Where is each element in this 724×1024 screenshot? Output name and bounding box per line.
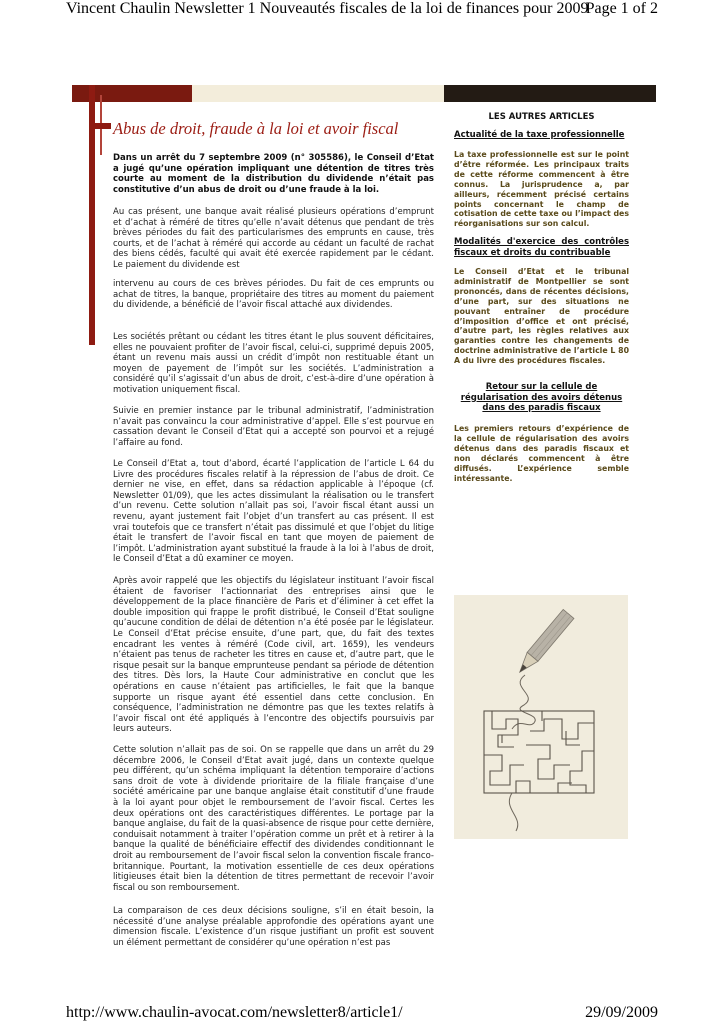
article-paragraph: intervenu au cours de ces brèves périodes. Du fait de ces emprunts ou achat de titres, la banque, propriétaire des titres au moment du paiement du dividende, a bénéficié de l’avoir fiscal attaché aux dividendes. bbox=[113, 279, 434, 311]
article-lead: Dans un arrêt du 7 septembre 2009 (n° 305586), le Conseil d’Etat a jugé qu’une opération impliquant une détention de titres très courte au moment de la distribution du dividende n’était pas constitutive d’un abus de droit ou d’une fraude à la loi. bbox=[113, 153, 434, 195]
header-band-right bbox=[444, 85, 656, 102]
sidebar-article-link[interactable]: Modalités d'exercice des contrôles fiscaux et droits du contribuable bbox=[454, 237, 629, 258]
article-paragraph: Suivie en premier instance par le tribunal administratif, l’administration n’avait pas convaincu la cour administrative d’appel. Elle s’est pourvue en cassation devant le Conseil d’Etat qui a accepté son pourvoi et a rejugé l’affaire au fond. bbox=[113, 406, 434, 448]
page-header-title: Vincent Chaulin Newsletter 1 Nouveautés fiscales de la loi de finances pour 2009 bbox=[66, 0, 589, 17]
page-number: Page 1 of 2 bbox=[585, 0, 658, 17]
footer-url[interactable]: http://www.chaulin-avocat.com/newsletter8/article1/ bbox=[66, 1004, 403, 1021]
article-paragraph: Le Conseil d’Etat a, tout d’abord, écarté l’application de l’article L 64 du Livre des procédures fiscales relatif à la répression de l’abus de droit. Ce dernier ne vise, en effet, dans sa rédaction applicable à l’époque (cf. Newsletter 01/09), que les actes dissimulant la réalisation ou le transfert d’un revenu. Cette solution n’allait pas soi, l’avoir fiscal étant aussi un revenu, ayant justement fait l’objet d’un transfert au cas présent. Il est vrai toutefois que ce transfert n’était pas dissimulé et que l’objet du litige était le transfert de l’avoir fiscal en tant que moyen de paiement de l’impôt. L’administration ayant substitué la fraude à la loi à l’abus de droit, le Conseil d’Etat a dû examiner ce moyen. bbox=[113, 459, 434, 565]
sidebar-article-summary: La taxe professionnelle est sur le point d’être réformée. Les principaux traits de cette réforme commencent à être connus. La jurisprudence a, par ailleurs, récemment précisé certains points concernant le champ de cotisation de cette taxe ou l’impact des réorganisations sur son calcul. bbox=[454, 150, 629, 229]
sidebar-article-summary: Les premiers retours d’expérience de la cellule de régularisation des avoirs détenus dans des paradis fiscaux et non déclarés commencent à être diffusés. L’expérience semble intéressante. bbox=[454, 424, 629, 483]
article-paragraph: Après avoir rappelé que les objectifs du législateur instituant l’avoir fiscal étaient de favoriser l’actionnariat des entreprises ainsi que le développement de la place financière de Paris et d’éliminer à cet effet la double imposition qui frappe le profit distribué, le Conseil d’Etat souligne qu’aucune condition de délai de détention n’a été posée par le législateur. Le Conseil d’Etat précise ensuite, d’une part, que, du fait des textes encadrant les ventes à réméré (Code civil, art. 1659), les vendeurs n’étaient pas tenus de racheter les titres en cause et, d’autre part, que le risque pesait sur la banque emprunteuse pendant sa période de détention des titres. Dès lors, la Haute Cour administrative en conclut que les opérations en cause n’étaient pas artificielles, le fait que la banque supporte un risque ayant été essentiel dans cette conclusion. En conséquence, l’administration ne démontre pas que les textes relatifs à l’avoir fiscal ont été appliqués à l’encontre des objectifs poursuivis par leurs auteurs. bbox=[113, 576, 434, 735]
article-paragraph: La comparaison de ces deux décisions souligne, s’il en était besoin, la nécessité d’une analyse préalable approfondie des opérations ayant une dimension fiscale. L’existence d’un risque justifiant un profit est souvent un élément permettant de considérer qu’une opération n’est pas bbox=[113, 906, 434, 948]
sidebar-heading: LES AUTRES ARTICLES bbox=[488, 112, 595, 122]
article-paragraph: Cette solution n’allait pas de soi. On se rappelle que dans un arrêt du 29 décembre 2006, le Conseil d’Etat avait jugé, dans un contexte quelque peu différent, qu’un schéma impliquant la détention temporaire d’actions sans droit de vote à dividende prioritaire de la filiale française d’une société américaine par une banque anglaise était constitutif d’une fraude à la loi ayant pour objet le remboursement de l’avoir fiscal. Certes les deux opérations ont des caractéristiques différentes. Le portage par la banque anglaise, du fait de la quasi-absence de risque pour cette dernière, conduisait notamment à traiter l’opération comme un prêt et à retirer à la banque la qualité de bénéficiaire effectif des dividendes conditionnant le droit au remboursement de l’avoir fiscal selon la convention fiscale franco-britannique. Pourtant, la motivation essentielle de ces deux opérations litigieuses était bien la détention de titres permettant de recevoir l’avoir fiscal ou son remboursement. bbox=[113, 745, 434, 893]
footer-date: 29/09/2009 bbox=[585, 1004, 658, 1021]
sidebar-article-summary: Le Conseil d’Etat et le tribunal administratif de Montpellier se sont prononcés, dans de récentes décisions, d’une part, sur des situations ne pouvant entraîner de procédure d’imposition d’office et ont précisé, d’autre part, les règles relatives aux garanties contre les changements de doctrine administrative de l’article L 80 A du livre des procédures fiscales. bbox=[454, 267, 629, 366]
pencil-maze-illustration bbox=[454, 595, 628, 839]
article-title: Abus de droit, fraude à la loi et avoir fiscal bbox=[113, 119, 399, 138]
decorative-horizontal-bar bbox=[89, 123, 111, 129]
article-paragraph: Au cas présent, une banque avait réalisé plusieurs opérations d’emprunt et d’achat à réméré de titres qu’elle n’avait détenus que pendant de très brèves périodes du fait des particularismes des emprunts en cause, très courts, et de l’achat à réméré qui accorde au cédant un faculté de rachat des biens cédés, faculté qui avait été exercée rapidement par le cédant. Le paiement du dividende est bbox=[113, 207, 434, 270]
pencil-maze-icon bbox=[454, 595, 628, 839]
header-band-middle bbox=[192, 85, 444, 102]
sidebar-article-link[interactable]: Retour sur la cellule de régularisation des avoirs détenus dans des paradis fiscaux bbox=[460, 382, 623, 413]
article-paragraph: Les sociétés prêtant ou cédant les titres étant le plus souvent déficitaires, elles ne pouvaient profiter de l’avoir fiscal, celui-ci, supprimé depuis 2005, étant un revenu mais aussi un crédit d’impôt non restituable étant un moyen de payement de l’impôt sur les sociétés. L’administration a considéré qu’il s’agissait d’un abus de droit, c’est-à-dire d’une opération à motivation uniquement fiscal. bbox=[113, 332, 434, 395]
sidebar-article-link[interactable]: Actualité de la taxe professionnelle bbox=[454, 130, 625, 140]
